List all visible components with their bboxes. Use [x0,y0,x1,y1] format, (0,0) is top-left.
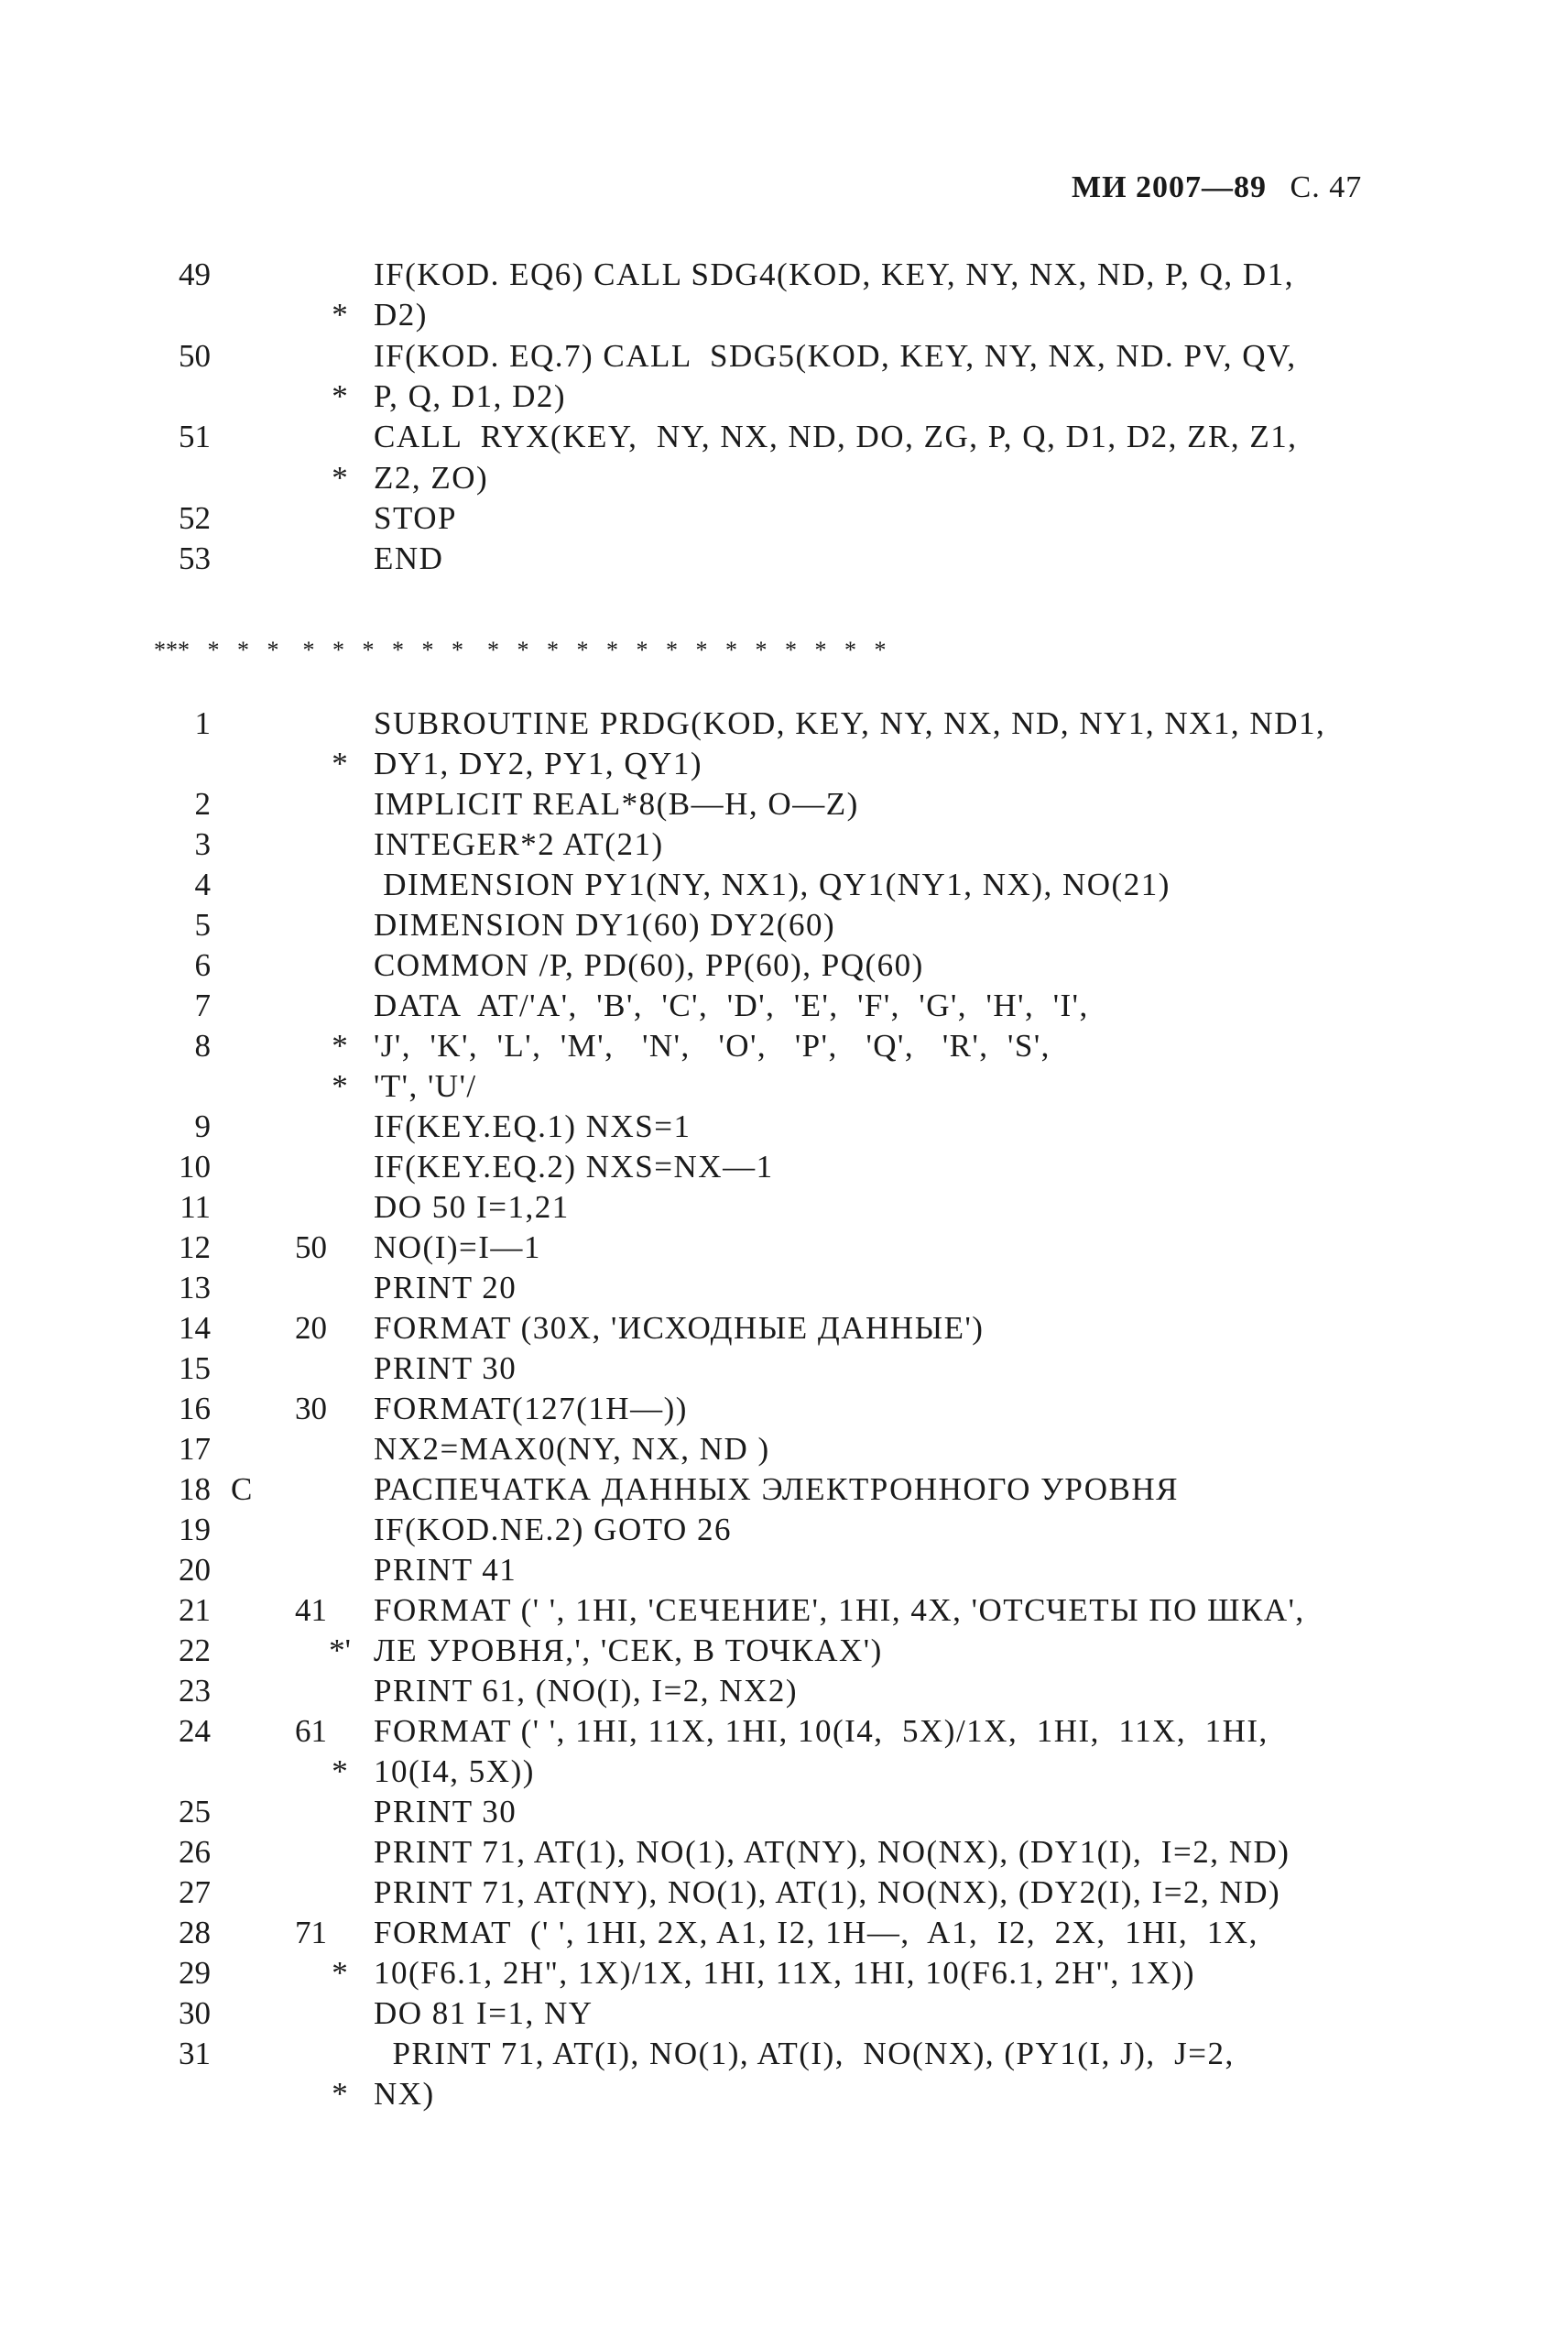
code-text: РАСПЕЧАТКА ДАННЫХ ЭЛЕКТРОННОГО УРОВНЯ [374,1471,1180,1507]
line-number: 2 [194,786,211,822]
page-number: С. 47 [1290,170,1363,204]
line-number: 28 [179,1915,211,1950]
code-text: PRINT 20 [374,1270,517,1305]
code-line [0,1953,1568,1993]
code-line [0,1631,1568,1671]
code-text: 10(F6.1, 2H", 1X)/1X, 1HI, 11X, 1HI, 10(F6.1, 2H'', 1X)) [374,1955,1196,1991]
code-text: FORMAT (' ', 1HI, 11X, 1HI, 10(I4, 5X)/1X, 1HI, 11X, 1HI, [374,1713,1269,1749]
continuation-marker: * [332,1068,348,1104]
line-number: 10 [179,1149,211,1185]
code-text: PRINT 30 [374,1350,517,1386]
code-line [0,336,1568,377]
line-number: 52 [179,499,211,536]
code-text: NO(I)=I—1 [374,1229,541,1265]
code-line [0,417,1568,457]
statement-label: 20 [295,1310,327,1346]
code-line [0,2074,1568,2114]
line-number: 4 [194,867,211,902]
code-line [0,1389,1568,1429]
line-number: 7 [194,988,211,1023]
document-code: МИ 2007—89 [1072,170,1268,204]
code-line [0,945,1568,986]
code-line [0,1066,1568,1107]
statement-label: 50 [295,1229,327,1265]
code-line [0,1228,1568,1268]
code-text: Z2, ZO) [374,459,489,496]
code-text: DIMENSION DY1(60) DY2(60) [374,907,836,943]
line-number: 27 [179,1874,211,1910]
line-number: 14 [179,1310,211,1346]
code-text: PRINT 71, AT(I), NO(1), AT(I), NO(NX), (PY1(I, J), J=2, [374,2036,1235,2071]
code-line [0,986,1568,1026]
code-line [0,1147,1568,1187]
code-text: 10(I4, 5X)) [374,1753,535,1789]
comment-marker: C [231,1471,253,1507]
continuation-marker: * [332,377,348,414]
code-line [0,1832,1568,1873]
line-number: 51 [179,419,211,455]
code-text: NX2=MAX0(NY, NX, ND ) [374,1431,770,1467]
code-text: PRINT 30 [374,1794,517,1829]
code-line [0,1913,1568,1953]
code-text: DY1, DY2, PY1, QY1) [374,746,703,781]
page-header [1072,170,1429,205]
line-number: 25 [179,1794,211,1829]
line-number: 18 [179,1471,211,1507]
statement-label: 41 [295,1592,327,1628]
code-text: STOP [374,499,457,536]
code-line [0,498,1568,539]
code-text: FORMAT (' ', 1HI, 2X, A1, I2, 1H—, A1, I2, 2X, 1HI, 1X, [374,1915,1258,1950]
code-line [0,704,1568,744]
code-text: PRINT 41 [374,1552,517,1588]
line-number: 15 [179,1350,211,1386]
code-line [0,1711,1568,1752]
line-number: 16 [179,1391,211,1426]
code-text: IF(KEY.EQ.2) NXS=NX—1 [374,1149,774,1185]
continuation-marker: * [332,1028,348,1064]
code-line [0,1671,1568,1711]
code-text: DIMENSION PY1(NY, NX1), QY1(NY1, NX), NO(21) [374,867,1171,902]
code-line [0,539,1568,579]
code-line [0,2034,1568,2074]
line-number: 1 [194,705,211,741]
line-number: 30 [179,1995,211,2031]
code-line [0,1026,1568,1066]
code-text: PRINT 71, AT(NY), NO(1), AT(1), NO(NX), (DY2(I), I=2, ND) [374,1874,1281,1910]
section-divider: *** * * * * * * * * * * * * * * * * * * * * * * * [154,637,887,663]
line-number: 23 [179,1673,211,1709]
line-number: 17 [179,1431,211,1467]
code-line [0,295,1568,335]
code-line [0,1469,1568,1510]
code-line [0,458,1568,498]
statement-label: 71 [295,1915,327,1950]
continuation-marker: *' [329,1633,351,1668]
code-line [0,905,1568,945]
code-text: FORMAT (30X, 'ИСХОДНЫЕ ДАННЫЕ') [374,1310,985,1346]
line-number: 8 [194,1028,211,1064]
line-number: 26 [179,1834,211,1870]
code-text: PRINT 61, (NO(I), I=2, NX2) [374,1673,799,1709]
code-line [0,1429,1568,1469]
line-number: 31 [179,2036,211,2071]
code-text: D2) [374,297,428,333]
code-line [0,1510,1568,1550]
code-text: CALL RYX(KEY, NY, NX, ND, DO, ZG, P, Q, D1, D2, ZR, Z1, [374,419,1298,455]
line-number: 24 [179,1713,211,1749]
code-text: IF(KOD. EQ.7) CALL SDG5(KOD, KEY, NY, NX, ND. PV, QV, [374,337,1297,374]
continuation-marker: * [332,2076,348,2112]
line-number: 22 [179,1633,211,1668]
line-number: 9 [194,1108,211,1144]
code-line [0,1590,1568,1631]
code-line [0,1308,1568,1349]
code-text: IMPLICIT REAL*8(B—H, O—Z) [374,786,859,822]
continuation-marker: * [332,1753,348,1789]
line-number: 3 [194,826,211,862]
code-text: DO 50 I=1,21 [374,1189,570,1225]
code-text: DATA AT/'A', 'B', 'C', 'D', 'E', 'F', 'G', 'H', 'I', [374,988,1089,1023]
continuation-marker: * [332,459,348,496]
code-line [0,255,1568,295]
code-text: COMMON /P, PD(60), PP(60), PQ(60) [374,947,924,983]
line-number: 20 [179,1552,211,1588]
code-text: IF(KOD. EQ6) CALL SDG4(KOD, KEY, NY, NX, ND, P, Q, D1, [374,257,1294,292]
line-number: 49 [179,257,211,292]
code-line [0,824,1568,865]
line-number: 53 [179,541,211,577]
code-line [0,377,1568,417]
code-text: DO 81 I=1, NY [374,1995,593,2031]
code-line [0,784,1568,824]
code-line [0,1349,1568,1389]
continuation-marker: * [332,297,348,333]
code-line [0,865,1568,905]
line-number: 11 [180,1189,211,1225]
statement-label: 30 [295,1391,327,1426]
line-number: 19 [179,1512,211,1547]
statement-label: 61 [295,1713,327,1749]
code-line [0,1792,1568,1832]
code-text: FORMAT(127(1H—)) [374,1391,688,1426]
code-line [0,1187,1568,1228]
code-text: 'T', 'U'/ [374,1068,477,1104]
code-line [0,1993,1568,2034]
code-text: 'J', 'K', 'L', 'M', 'N', 'O', 'P', 'Q', 'R', 'S', [374,1028,1051,1064]
code-text: END [374,541,444,577]
line-number: 13 [179,1270,211,1305]
code-text: SUBROUTINE PRDG(KOD, KEY, NY, NX, ND, NY1, NX1, ND1, [374,705,1326,741]
code-text: IF(KEY.EQ.1) NXS=1 [374,1108,691,1144]
line-number: 6 [194,947,211,983]
code-text: INTEGER*2 AT(21) [374,826,664,862]
code-text: ЛЕ УРОВНЯ,', 'СЕК, В ТОЧКАХ') [374,1633,883,1668]
code-line [0,1873,1568,1913]
line-number: 12 [179,1229,211,1265]
code-text: P, Q, D1, D2) [374,377,567,414]
code-text: IF(KOD.NE.2) GOTO 26 [374,1512,732,1547]
code-text: PRINT 71, AT(1), NO(1), AT(NY), NO(NX), (DY1(I), I=2, ND) [374,1834,1290,1870]
code-line [0,1752,1568,1792]
code-text: FORMAT (' ', 1HI, 'СЕЧЕНИЕ', 1HI, 4X, 'ОТСЧЕТЫ ПО ШКА', [374,1592,1305,1628]
line-number: 29 [179,1955,211,1991]
line-number: 21 [179,1592,211,1628]
code-line [0,744,1568,784]
line-number: 5 [194,907,211,943]
code-line [0,1550,1568,1590]
code-line [0,1107,1568,1147]
code-line [0,1268,1568,1308]
continuation-marker: * [332,1955,348,1991]
line-number: 50 [179,337,211,374]
continuation-marker: * [332,746,348,781]
code-text: NX) [374,2076,435,2112]
